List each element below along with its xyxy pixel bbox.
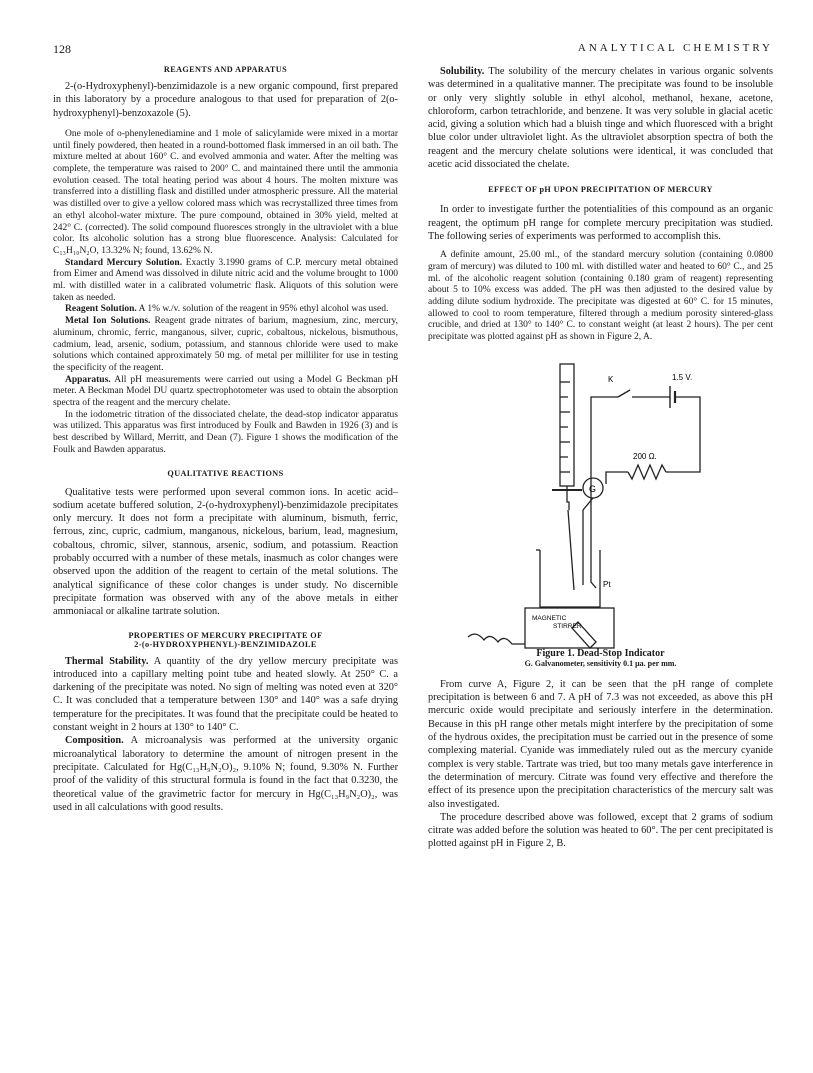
para-qualitative: Qualitative tests were performed upon several common ions. In acetic acid–sodium acetate buffered solution, 2-(o-hydroxyphenyl)-benzimidazole precipitates only mercury. It does not form a precipitate with aluminum, bismuth, ferric, ferrous, zinc, cupric, cadmium, manganous, nickelous, barium, lead, magnesium, cobaltous, chromic, silver, stannous, arsenic, sodium, and potassium. Reaction probably occurred with a number of these metals, inasmuch as color changes were observed upon the addition of the reagent to certain of the metal solutions. The analytical significance of these color changes is under study. No discernible precipitate formation was observed with any of the above metals in either ammoniacal or alkaline tartrate solution. — [53, 486, 398, 618]
lead-metal-ion: Metal Ion Solutions. — [65, 316, 151, 327]
figure-subcaption: G. Galvanometer, sensitivity 0.1 μa. per mm. — [524, 658, 677, 668]
para-synthesis: One mole of o-phenylenediamine and 1 mole of salicylamide were mixed in a mortar until finely powdered, then heated in a round-bottomed flask immersed in an oil bath. The mixture melted at about 160° C. and evolved ammonia and water. After the melting was complete, the temperature was raised to 200° C. and maintained there until the ammonia evolution ceased. The total heating period was about 4 hours. The molten mixture was transferred into a distilling flask and distilled under atmospheric pressure. All the material was distilled over to give a yellow colored mass which was recrystallized three times from an ethyl alcohol-water mixture. The pure compound, obtained in 30% yield, melted at 242° C. (corrected). The solid compound fluoresces strongly in the ultraviolet with a blue color. Its alcoholic solution has a strong blue fluorescence. Analysis: Calculated for C₁₃H₁₀N₂O, 13.32% N; found, 13.62% N. — [53, 128, 398, 256]
label-k: K — [608, 374, 614, 384]
heading-qualitative: QUALITATIVE REACTIONS — [167, 468, 284, 478]
heading-effect-ph: EFFECT OF pH UPON PRECIPITATION OF MERCURY — [488, 185, 713, 195]
label-voltage: 1.5 V. — [672, 372, 693, 382]
para-reagent-solution: Reagent Solution. A 1% w./v. solution of the reagent in 95% ethyl alcohol was used. — [65, 304, 389, 315]
para-optimum-ph: In order to investigate further the potentialities of this compound as an organic reagent, the optimum pH range for complete mercury precipitation was studied. The following series of experiments was performed to accomplish this. — [428, 204, 773, 242]
label-g: G — [589, 483, 597, 494]
label-stirrer-2: STIRRER — [553, 622, 582, 630]
lead-solubility: Solubility. — [440, 66, 485, 77]
para-deadstop: In the iodometric titration of the dissociated chelate, the dead-stop indicator apparatus was utilized. This apparatus was first introduced by Foulk and Bawden in 1926 (3) and is best described by Willard, Merritt, and Dean (7). Figure 1 shows the modification of the Foulk and Bawden apparatus. — [53, 409, 398, 455]
lead-standard-mercury: Standard Mercury Solution. — [65, 257, 183, 268]
label-resistance: 200 Ω. — [633, 451, 657, 461]
dead-stop-diagram — [428, 352, 773, 652]
page-number: 128 — [53, 42, 71, 56]
switch-k — [618, 390, 630, 397]
para-solubility: Solubility. The solubility of the mercury chelates in various organic solvents was determined in a qualitative manner. The precipitate was found to be insoluble or only very slightly soluble in ethyl alcohol, methanol, hexane, acetone, chloroform, carbon tetrachloride, and benzene. It was very soluble in glacial acetic acid, giving a solution which had a bluish tinge and which fluoresced with a bright blue color under ultraviolet light. As the ultraviolet absorption spectra of both the reagent and the mercury chelate solutions were identical, it was concluded that acetic acid dissociated the chelate. — [428, 66, 773, 171]
heading-properties-2: 2-(o-HYDROXYPHENYL)-BENZIMIDAZOLE — [134, 639, 317, 649]
left-column — [53, 65, 398, 814]
para-thermal: Thermal Stability. A quantity of the dry yellow mercury precipitate was introduced into a capillary melting point tube and heated slowly. At 250° C. a darkening of the precipitate was noted. No sign of melting was noted even at 320° C. It was concluded that a temperature between 130° and 140° was a safe drying temperature for the precipitates. It was found that the precipitate could be heated to constant weight in 2 hours at 130° to 140° C. — [53, 655, 399, 734]
lead-thermal: Thermal Stability. — [65, 655, 149, 667]
para-standard-mercury: Standard Mercury Solution. Exactly 3.1990 grams of C.P. mercury metal obtained from Eimer and Amend was dissolved in dilute nitric acid and the volume brought to 1000 ml. with distilled water in a calibrated volumetric flask. Aliquots of this solution were taken as needed. — [53, 257, 398, 303]
para-apparatus: Apparatus. All pH measurements were carried out using a Model G Beckman pH meter. A Beckman Model DU quartz spectrophotometer was used to obtain the absorption spectra of the reagent and the mercury chelate. — [53, 374, 398, 409]
para-procedure: A definite amount, 25.00 ml., of the standard mercury solution (containing 0.0800 gram of mercury) was diluted to 100 ml. with distilled water and heated to 60° C., and 25 ml. of the alcoholic reagent solution (containing 0.180 gram of reagent) representing about 5 to 10% excess was added. The pH was then adjusted to the desired value by adding dilute sodium hydroxide. The precipitate was digested at 60° C. for 15 minutes, allowed to cool to room temperature, filtered through a medium porosity sintered-glass crucible, and dried at 130° to 140° C. to constant weight (at least 2 hours). The per cent precipitate was plotted against pH as shown in Figure 2, A. — [428, 250, 773, 343]
para-citrate: The procedure described above was followed, except that 2 grams of sodium citrate was added before the solution was heated to 60°. The per cent precipitated is plotted against pH in Figure 2, B. — [428, 811, 773, 850]
para-composition: Composition. A microanalysis was performed at the university organic microanalytical laboratory to determine the amount of nitrogen present in the precipitate. Calculated for Hg(C₁₃H₉N₂O)₂, 9.10% N; found, 9.30% N. Further proof of the validity of this structural formula is found in the fact that 0.3230, the theoretical value of the gravimetric factor for mercury in Hg(C₁₃H₉N₂O)₂, was used in all calculations with good results. — [53, 735, 398, 813]
heading-reagents: REAGENTS AND APPARATUS — [163, 65, 288, 74]
para-ph-range: From curve A, Figure 2, it can be seen that the pH range of complete precipitation is between 6 and 7. A pH of 7.3 was not exceeded, as above this pH mercuric oxide would precipitate and seriously interfere in the determination. Because in this pH range other metals might interfere by the precipitation of some of the hydrous oxides, the precipitation must be carried out in the presence of some complexing material. Cyanide was immediately ruled out as the mercury cyanide complex is very stable. Tartrate was tried, but too many metals gave interference in the determination of mercury. Citrate was found very effective and therefore the effect of its presence upon the precipitation characteristics of the mercury salt was also investigated. — [428, 678, 773, 810]
lead-composition: Composition. — [65, 735, 124, 747]
page-header — [53, 42, 773, 58]
label-pt: Pt — [603, 579, 611, 589]
label-stirrer-1: MAGNETIC — [532, 614, 567, 622]
resistor — [628, 465, 666, 479]
lead-reagent-solution: Reagent Solution. — [65, 304, 137, 315]
lead-apparatus: Apparatus. — [65, 374, 111, 385]
journal-name: ANALYTICAL CHEMISTRY — [577, 42, 773, 54]
figure-caption: Figure 1. Dead-Stop Indicator — [536, 647, 665, 659]
heading-properties-1: PROPERTIES OF MERCURY PRECIPITATE OF — [128, 630, 323, 640]
para-metal-ion: Metal Ion Solutions. Reagent grade nitrates of barium, magnesium, zinc, mercury, aluminum, chromic, ferric, manganous, silver, cupric, cobaltous, nickelous, bismuthous, cadmium, lead, arsenic, sodium, potassium, and stannous chloride were used to make solutions which contained approximately 50 mg. of metal per milliliter for use in testing the specificity of the reagent. — [53, 316, 398, 373]
right-column — [428, 65, 773, 851]
figure-1-dead-stop — [428, 352, 773, 652]
para-intro: 2-(o-Hydroxyphenyl)-benzimidazole is a new organic compound, first prepared in this laboratory by a procedure analogous to that used for preparation of 2(o-hydroxyphenyl)-benzoxazole (5). — [53, 81, 398, 119]
